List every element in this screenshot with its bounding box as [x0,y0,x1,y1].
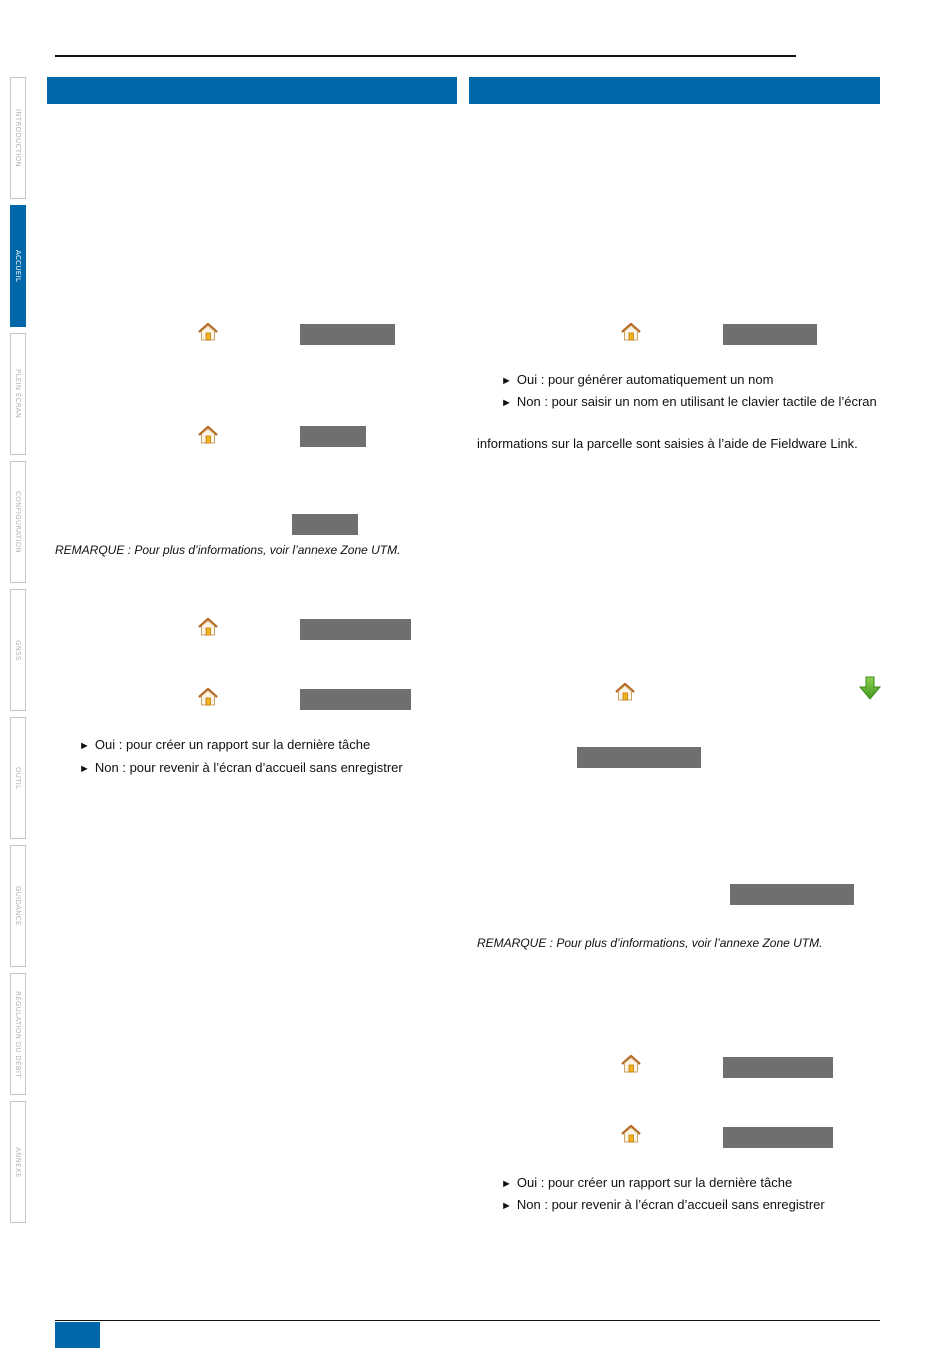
screen-button [723,1127,833,1148]
side-tab-guidance[interactable] [10,845,26,967]
side-tab-introduction[interactable] [10,77,26,199]
home-icon [197,617,219,637]
side-tab-label: ACCUEIL [14,249,22,283]
home-icon [197,425,219,445]
bullet-text: Non : pour revenir à l’écran d’accueil sans enregistrer [516,1197,825,1212]
bullet-item: ► Non : pour saisir un nom en utilisant le clavier tactile de l’écran [501,394,877,409]
side-tab-label: GNSS [14,639,22,661]
home-icon [620,1054,642,1074]
bullet-item: ► Oui : pour créer un rapport sur la dernière tâche [501,1175,793,1190]
side-tab-gnss[interactable] [10,589,26,711]
home-icon [620,1124,642,1144]
home-icon [620,322,642,342]
home-icon [197,687,219,707]
side-tab-label: RÉGULATION DU DÉBIT [14,990,22,1078]
side-tab-label: OUTIL [14,766,22,790]
bullet-item: ► Non : pour revenir à l’écran d’accueil sans enregistrer [79,760,403,775]
bullet-text: Oui : pour créer un rapport sur la dernière tâche [516,1175,793,1190]
side-tab-label: INTRODUCTION [14,108,22,168]
right-section-header [469,77,880,104]
top-rule [55,55,796,57]
right-note: REMARQUE : Pour plus d’informations, voir l’annexe Zone UTM. [477,936,823,950]
side-tab-configuration[interactable] [10,461,26,583]
screen-button [723,324,817,345]
side-tab-label: PLEIN ÉCRAN [14,369,22,419]
screen-button [300,324,395,345]
bullet-item: ► Oui : pour créer un rapport sur la dernière tâche [79,737,371,752]
left-section-header [47,77,457,104]
screen-button [577,747,701,768]
side-tab-accueil[interactable] [10,205,26,327]
home-icon [197,322,219,342]
side-tab-label: CONFIGURATION [14,490,22,554]
home-icon [614,682,636,702]
screen-button [300,619,411,640]
down-arrow-icon [858,675,882,701]
side-tab-label: ANNEXE [14,1146,22,1178]
info-text: informations sur la parcelle sont saisies à l’aide de Fieldware Link. [477,436,858,451]
side-tab-annexe[interactable] [10,1101,26,1223]
left-note: REMARQUE : Pour plus d’informations, voir l’annexe Zone UTM. [55,543,401,557]
bullet-item: ► Oui : pour générer automatiquement un nom [501,372,774,387]
side-tab-outil[interactable] [10,717,26,839]
bullet-item: ► Non : pour revenir à l’écran d’accueil sans enregistrer [501,1197,825,1212]
screen-button [730,884,854,905]
bullet-text: Oui : pour créer un rapport sur la dernière tâche [94,737,371,752]
screen-button [300,426,366,447]
bullet-text: Non : pour saisir un nom en utilisant le clavier tactile de l’écran [516,394,877,409]
side-tab-regulation-du-debit[interactable] [10,973,26,1095]
screen-button [292,514,358,535]
screen-button [300,689,411,710]
page-number-block [55,1322,100,1348]
screen-button [723,1057,833,1078]
side-tab-plein-ecran[interactable] [10,333,26,455]
side-tab-label: GUIDANCE [14,886,22,926]
bullet-text: Non : pour revenir à l’écran d’accueil sans enregistrer [94,760,403,775]
bottom-rule [55,1320,880,1321]
bullet-text: Oui : pour générer automatiquement un nom [516,372,774,387]
